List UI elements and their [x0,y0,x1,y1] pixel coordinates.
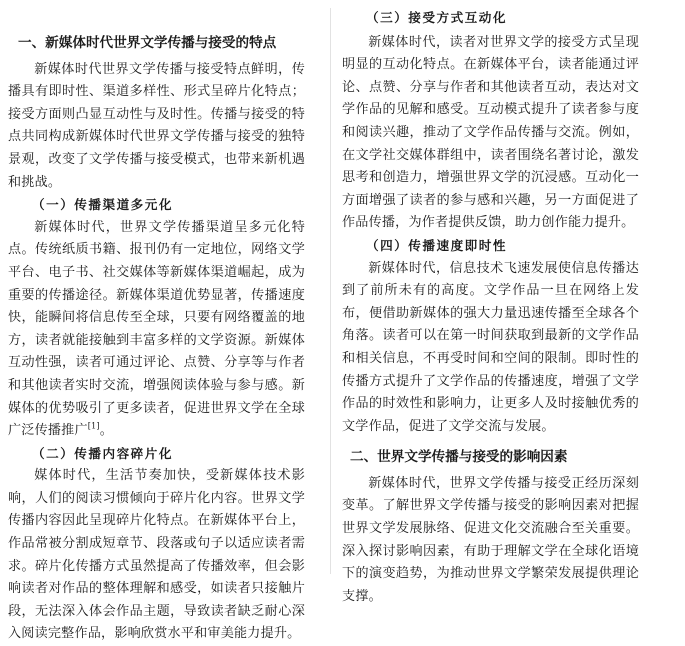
left-column [8,0,305,646]
subsection-3-paragraph: 新媒体时代，读者对世界文学的接受方式呈现明显的互动化特点。在新媒体平台，读者能通过评论、点赞、分享与作者和其他读者互动，表达对文学作品的见解和感受。互动模式提升了读者参与度和阅读兴趣，推动了文学作品传播与交流。例如，在文学社交媒体群组中，读者围绕名著讨论，激发思考和创造力，增强世界文学的沉浸感。互动化一方面增强了读者的参与感和兴趣，另一方面促进了作品传播，为作者提供反馈，助力创作能力提升。 [342,34,639,231]
subsection-1-text: 新媒体时代，世界文学传播渠道呈多元化特点。传统纸质书籍、报刊仍有一定地位，网络文学平台、电子书、社交媒体等新媒体渠道崛起，成为重要的传播途径。新媒体渠道优势显著，传播速度快，能瞬间将信息传至全球，只要有网络覆盖的地方，读者就能接触到丰富多样的文学资源。新媒体互动性强，读者可通过评论、点赞、分享等与作者和其他读者实时交流，增强阅读体验与参与感。新媒体的优势吸引了更多读者，促进世界文学在全球广泛传播推广 [8,219,305,439]
section-2-paragraph: 新媒体时代，世界文学传播与接受正经历深刻变革。了解世界文学传播与接受的影响因素对把握世界文学发展脉络、促进文化交流融合至关重要。深入探讨影响因素，有助于理解文学在全球化语境下的演变趋势，为推动世界文学繁荣发展提供理论支撑。 [342,475,639,604]
right-column [342,0,639,608]
subsection-1-period: 。 [99,423,113,439]
section-2-heading: 二、世界文学传播与接受的影响因素 [350,449,568,466]
section-1-heading: 一、新媒体时代世界文学传播与接受的特点 [18,35,277,51]
citation-ref-1: [1] [87,421,100,431]
column-divider [330,8,331,574]
subsection-4-paragraph: 新媒体时代，信息技术飞速发展使信息传播达到了前所未有的高度。文学作品一旦在网络上发布，便借助新媒体的强大力量迅速传播至全球各个角落。读者可以在第一时间获取到最新的文学作品和相关信息，不再受时间和空间的限制。即时性的传播方式提升了文学作品的传播速度，增强了文学作品的时效性和影响力，让更多人及时接触优秀的文学作品，促进了文学交流与发展。 [342,260,639,434]
section-1-intro-paragraph: 新媒体时代世界文学传播与接受特点鲜明，传播具有即时性、渠道多样性、形式呈碎片化特点；接受方面则凸显互动性与及时性。传播与接受的特点共同构成新媒体时代世界文学传播与接受的独特景观，改变了文学传播与接受模式，也带来新机遇和挑战。 [8,61,305,190]
subsection-1-heading: （一）传播渠道多元化 [32,197,173,213]
subsection-3-heading: （三）接受方式互动化 [366,10,507,25]
subsection-1-paragraph [8,217,305,443]
subsection-2-paragraph: 媒体时代，生活节奏加快，受新媒体技术影响，人们的阅读习惯倾向于碎片化内容。世界文学传播内容因此呈现碎片化特点。在新媒体平台上，作品常被分割成短章节、段落或句子以适应读者需求。碎片化传播方式虽然提高了传播效率，但会影响读者对作品的整体理解和感受，如读者只接触片段，无法深入体会作品主题，导致读者缺乏耐心深入阅读完整作品，影响欣赏水平和审美能力提升。 [8,468,305,642]
subsection-4-heading: （四）传播速度即时性 [366,237,507,253]
subsection-2-heading: （二）传播内容碎片化 [32,445,173,461]
